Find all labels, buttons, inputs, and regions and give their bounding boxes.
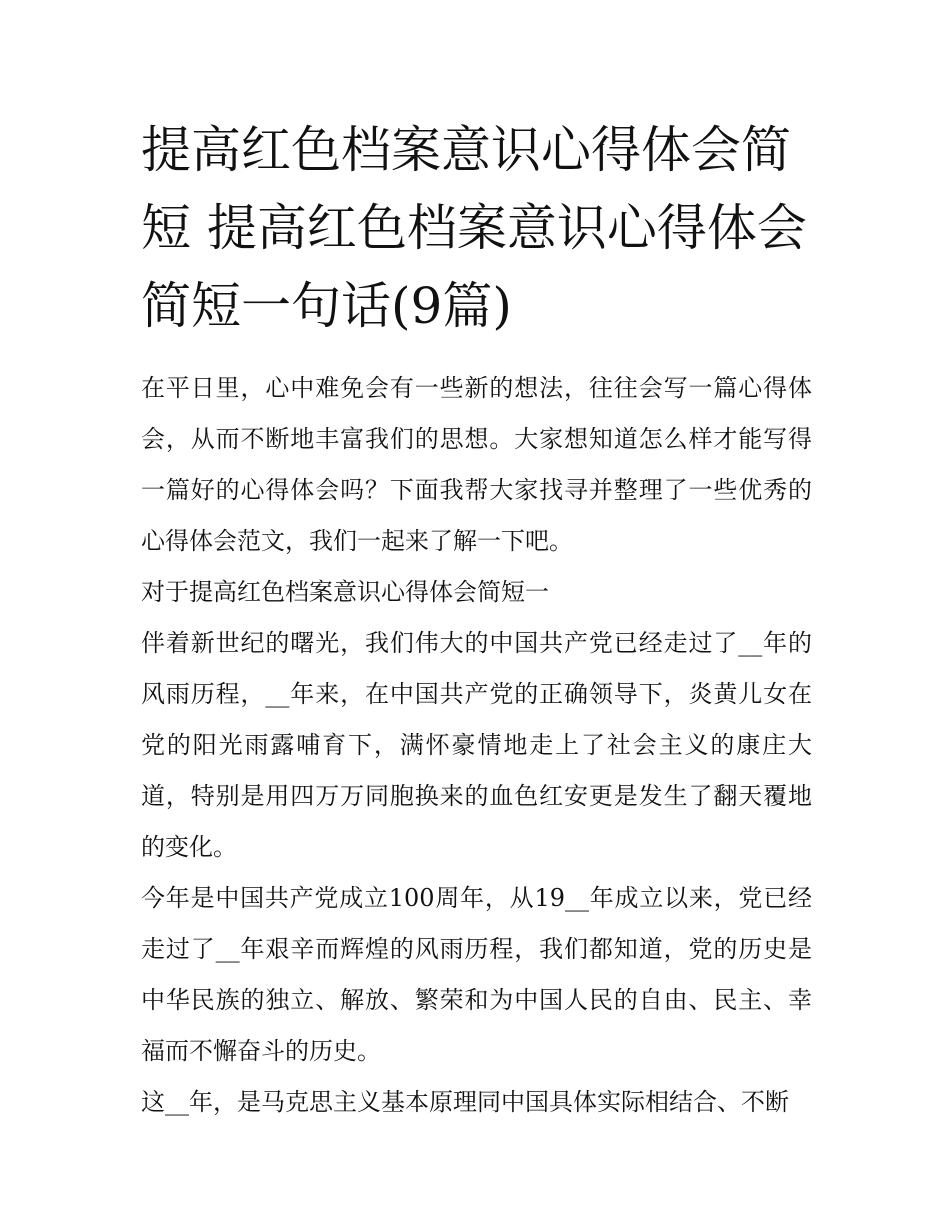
intro-paragraph: 在平日里，心中难免会有一些新的想法，往往会写一篇心得体会，从而不断地丰富我们的思想。大家想知道怎么样才能写得一篇好的心得体会吗？下面我帮大家找寻并整理了一些优秀的心得体会范文，我们一起来了解一下吧。 [141,374,812,555]
body-paragraph: 今年是中国共产党成立100周年，从19__年成立以来，党已经走过了__年艰辛而辉煌的风雨历程，我们都知道，党的历史是中华民族的独立、解放、繁荣和为中国人民的自由、民主、幸福而不懈奋斗的历史。 [141,884,812,1065]
section-heading: 对于提高红色档案意识心得体会简短一 [141,578,549,606]
body-paragraph: 伴着新世纪的曙光，我们伟大的中国共产党已经走过了__年的风雨历程，__年来，在中国共产党的正确领导下，炎黄儿女在党的阳光雨露哺育下，满怀豪情地走上了社会主义的康庄大道，特别是用四万万同胞换来的血色红安更是发生了翻天覆地的变化。 [141,629,812,861]
document-title: 提高红色档案意识心得体会简短 提高红色档案意识心得体会简短一句话(9篇) [141,121,807,335]
body-paragraph: 这__年，是马克思主义基本原理同中国具体实际相结合、不断 [141,1088,789,1116]
